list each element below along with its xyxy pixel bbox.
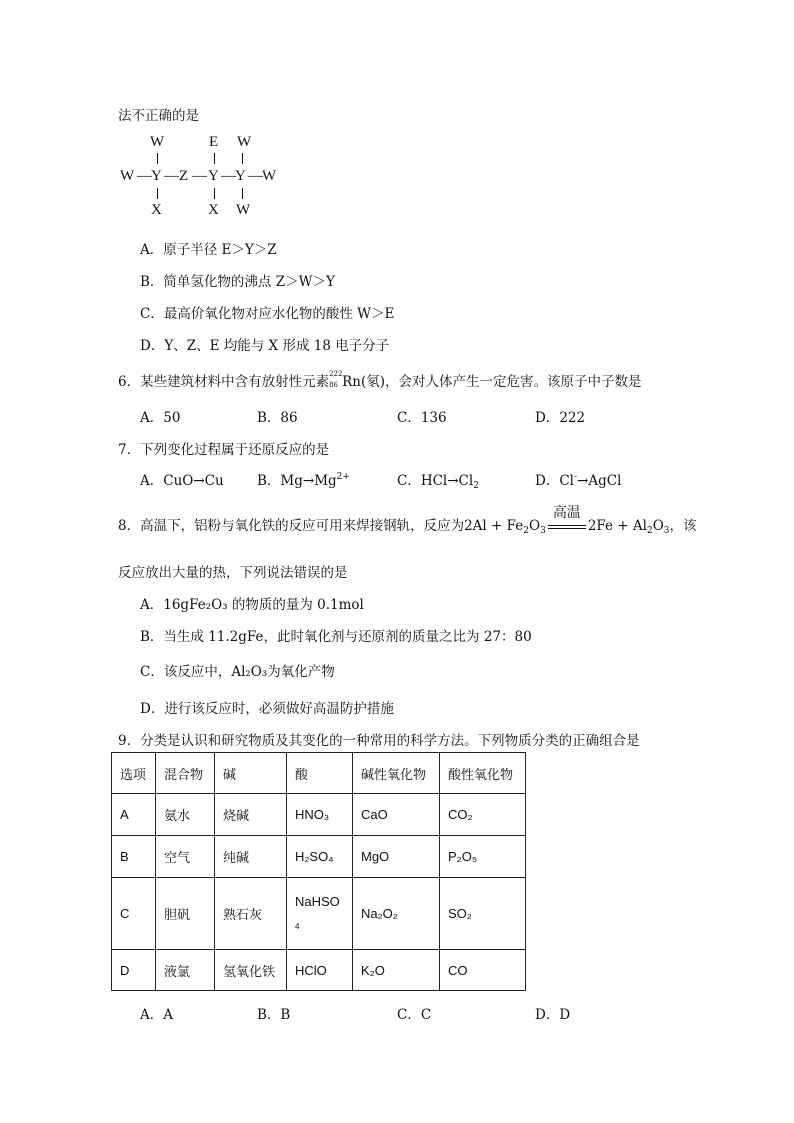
- q8-option-d: D．进行该反应时，必须做好高温防护措施: [140, 701, 394, 717]
- q9-option-d: D．D: [535, 1007, 571, 1023]
- q6-option-c: C．136: [397, 410, 447, 426]
- q9-option-c: C．C: [397, 1007, 432, 1023]
- q7-option-d: [535, 469, 621, 489]
- table-cell: CO₂: [440, 794, 526, 836]
- atom-top-1: W: [150, 134, 165, 150]
- subscript: 2: [473, 481, 479, 491]
- q7-option-c: [397, 469, 479, 491]
- q7-option-b: [257, 469, 350, 489]
- bond-horizontal: —: [192, 168, 207, 184]
- q5-option-b: B．简单氢化物的沸点 Z＞W＞Y: [140, 274, 335, 290]
- atom-mid-6: W: [262, 168, 277, 184]
- q6-stem: [118, 370, 642, 390]
- q7-stem: 7．下列变化过程属于还原反应的是: [118, 442, 330, 458]
- subscript: 2: [646, 526, 653, 536]
- table-cell: SO₂: [440, 878, 526, 950]
- table-row: [112, 794, 526, 836]
- table-row: [112, 878, 526, 950]
- atom-top-3: W: [237, 134, 252, 150]
- table-cell: C: [112, 878, 156, 950]
- bond-vertical: [214, 153, 215, 164]
- table-header-row: [112, 753, 526, 794]
- table-cell: [287, 878, 353, 950]
- bond-horizontal: —: [221, 168, 236, 184]
- atom-mid-2: Y: [151, 168, 162, 184]
- bond-vertical: [157, 153, 158, 164]
- q9-stem: 9．分类是认识和研究物质及其变化的一种常用的科学方法。下列物质分类的正确组合是: [118, 733, 640, 749]
- table-cell: A: [112, 794, 156, 836]
- table-cell: 烧碱: [215, 794, 287, 836]
- table-cell: H₂SO₄: [287, 836, 353, 878]
- q8-stem-line2: 反应放出大量的热，下列说法错误的是: [118, 565, 348, 581]
- table-cell: K₂O: [353, 950, 440, 991]
- q6-option-d: D．222: [535, 410, 586, 426]
- atom-bot-1: X: [151, 202, 162, 218]
- header-cell: 碱: [215, 753, 287, 794]
- q8-option-c: C．该反应中，Al₂O₃为氧化产物: [140, 664, 335, 680]
- q7-option-c-text: C．HCl→Cl: [397, 473, 474, 489]
- atom-bot-2: X: [208, 202, 219, 218]
- header-cell: 选项: [112, 753, 156, 794]
- table-cell: HClO: [287, 950, 353, 991]
- acid-formula: NaHSO: [295, 893, 340, 909]
- table-row: [112, 836, 526, 878]
- q7-option-b-text: B．Mg→Mg: [257, 473, 337, 489]
- q7-option-a: A．CuO→Cu: [140, 473, 224, 489]
- subscript: 2: [523, 526, 529, 536]
- table-cell: MgO: [353, 836, 440, 878]
- table-row: [112, 950, 526, 991]
- q5-option-a: A．原子半径 E＞Y＞Z: [140, 242, 277, 258]
- atom-mid-3: Z: [179, 168, 189, 184]
- bond-horizontal: —: [164, 168, 179, 184]
- table-cell: 液氯: [156, 950, 215, 991]
- table-cell: CaO: [353, 794, 440, 836]
- q9-option-b: B．B: [257, 1007, 291, 1023]
- question-continuation: 法不正确的是: [118, 108, 199, 124]
- classification-table: [111, 752, 526, 991]
- mass-number: 222: [329, 369, 343, 378]
- q5-option-c: C．最高价氧化物对应水化物的酸性 W＞E: [140, 306, 395, 322]
- bond-horizontal: —: [248, 168, 263, 184]
- q6-stem-before: 6．某些建筑材料中含有放射性元素: [118, 374, 330, 390]
- oxygen-symbol: O: [529, 518, 541, 534]
- atom-bot-3: W: [236, 202, 251, 218]
- atom-top-2: E: [209, 134, 219, 150]
- charge: 2+: [336, 472, 350, 482]
- table-cell: CO: [440, 950, 526, 991]
- acid-formula-wrap: 4: [295, 922, 300, 932]
- equation: [464, 505, 670, 536]
- element-symbol: Rn(氡): [342, 374, 385, 390]
- equation-reactants: 2Al + Fe: [464, 518, 524, 534]
- q7-option-d-text: D．Cl-→AgCl: [535, 472, 622, 489]
- q9-option-a: A．A: [140, 1007, 173, 1023]
- table-cell: 氢氧化铁: [215, 950, 287, 991]
- bond-vertical: [242, 188, 243, 199]
- q8-stem: [118, 505, 697, 536]
- table-cell: B: [112, 836, 156, 878]
- table-cell: 胆矾: [156, 878, 215, 950]
- table-cell: 熟石灰: [215, 878, 287, 950]
- charge: -: [573, 472, 578, 482]
- q6-option-a: A．50: [140, 410, 181, 426]
- equation-products: 2Fe + Al: [587, 518, 647, 534]
- table-cell: Na₂O₂: [353, 878, 440, 950]
- q8-stem-before: 8．高温下，铝粉与氧化铁的反应可用来焊接钢轨，反应为: [118, 518, 465, 534]
- atom-mid-5: Y: [235, 168, 246, 184]
- bond-vertical: [157, 188, 158, 199]
- table-cell: 空气: [156, 836, 215, 878]
- q6-stem-after: ，会对人体产生一定危害。该原子中子数是: [385, 374, 642, 390]
- atom-mid-1: W: [120, 168, 135, 184]
- header-cell: 酸性氧化物: [440, 753, 526, 794]
- q6-option-b: B．86: [257, 410, 298, 426]
- table-cell: P₂O₅: [440, 836, 526, 878]
- bond-vertical: [214, 188, 215, 199]
- condition-label: 高温: [552, 505, 581, 521]
- q5-option-d: D．Y、Z、E 均能与 X 形成 18 电子分子: [140, 338, 390, 354]
- header-cell: 混合物: [156, 753, 215, 794]
- table-cell: 氨水: [156, 794, 215, 836]
- q8-option-b: B．当生成 11.2gFe，此时氧化剂与还原剂的质量之比为 27：80: [140, 629, 532, 645]
- bond-horizontal: —: [137, 168, 152, 184]
- q8-stem-after: ，该: [669, 518, 697, 534]
- atomic-number: 86: [329, 380, 339, 389]
- table-cell: 纯碱: [215, 836, 287, 878]
- isotope-notation: [329, 369, 343, 390]
- subscript: 3: [663, 526, 670, 536]
- molecular-structure-diagram: [120, 134, 290, 222]
- table-cell: D: [112, 950, 156, 991]
- subscript: 3: [540, 526, 546, 536]
- header-cell: 酸: [287, 753, 353, 794]
- bond-vertical: [242, 153, 243, 164]
- atom-mid-4: Y: [208, 168, 219, 184]
- header-cell: 碱性氧化物: [353, 753, 440, 794]
- oxygen-symbol: O: [652, 518, 664, 534]
- table-cell: HNO₃: [287, 794, 353, 836]
- reaction-condition: [548, 505, 586, 534]
- q8-option-a: A．16gFe₂O₃ 的物质的量为 0.1mol: [140, 597, 364, 613]
